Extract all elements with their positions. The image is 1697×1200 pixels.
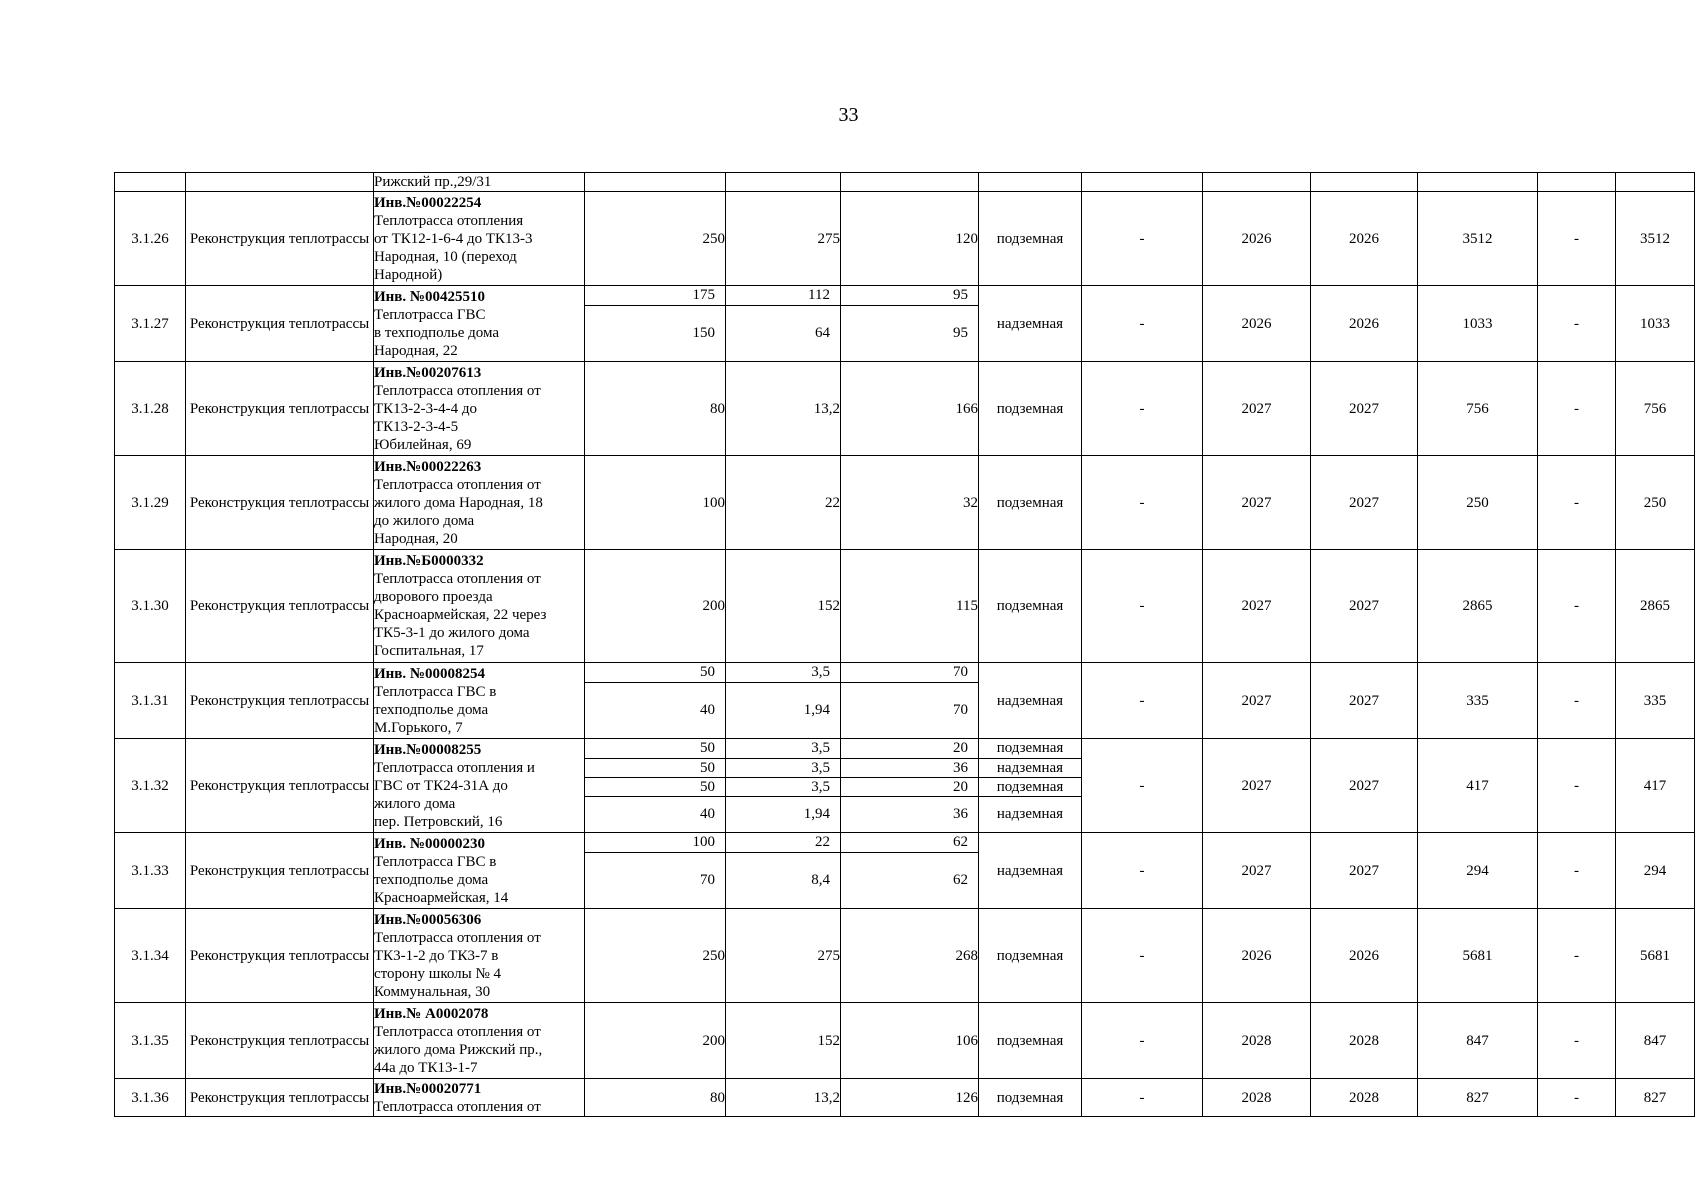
description-line: жилого дома — [374, 795, 456, 812]
object-description — [374, 286, 585, 362]
value-e-subtable — [726, 833, 840, 908]
value-e-cell — [726, 739, 841, 833]
table-row — [115, 1079, 1695, 1117]
end-year: 2026 — [1311, 909, 1418, 1003]
work-type: Реконструкция теплотрассы — [186, 663, 374, 739]
length: 106 — [841, 1003, 979, 1079]
item-number: 3.1.31 — [115, 663, 186, 739]
description-line: Красноармейская, 14 — [374, 889, 509, 906]
length-cell — [841, 739, 979, 833]
length: 115 — [841, 550, 979, 663]
description-line: Теплотрасса отопления от — [374, 571, 541, 587]
value-e: 13,2 — [726, 1079, 841, 1117]
column-g: - — [1082, 833, 1203, 909]
empty-cell — [726, 173, 841, 192]
column-k: - — [1538, 1003, 1616, 1079]
cost-total: 847 — [1418, 1003, 1538, 1079]
object-description — [374, 1079, 585, 1117]
description-line: ГВС от ТК24-31А до — [374, 777, 508, 794]
length-value: 62 — [841, 833, 978, 852]
value-e-subtable — [726, 739, 840, 832]
cost-total: 2865 — [1418, 550, 1538, 663]
empty-cell — [115, 173, 186, 192]
start-year: 2026 — [1203, 192, 1311, 286]
value-e-value: 64 — [815, 325, 830, 342]
length: 126 — [841, 1079, 979, 1117]
value-e: 152 — [726, 1003, 841, 1079]
column-g: - — [1082, 362, 1203, 456]
end-year: 2026 — [1311, 192, 1418, 286]
length: 120 — [841, 192, 979, 286]
description-line: Юбилейная, 69 — [374, 436, 472, 453]
diameter-cell — [585, 663, 726, 739]
description-line: Госпитальная, 17 — [374, 643, 484, 659]
column-g: - — [1082, 456, 1203, 550]
length-subtable — [841, 739, 978, 832]
item-number: 3.1.33 — [115, 833, 186, 909]
description-line: Теплотрасса отопления от — [374, 382, 541, 399]
start-year: 2027 — [1203, 739, 1311, 833]
empty-cell — [585, 173, 726, 192]
description-line: Теплотрасса ГВС в — [374, 683, 497, 700]
laying-type-value: надземная — [979, 758, 1081, 777]
cost-sum: 335 — [1616, 663, 1695, 739]
value-e-cell — [726, 663, 841, 739]
column-g: - — [1082, 739, 1203, 833]
diameter-value: 40 — [700, 702, 715, 719]
work-type: Реконструкция теплотрассы — [186, 362, 374, 456]
cost-total: 417 — [1418, 739, 1538, 833]
end-year: 2028 — [1311, 1003, 1418, 1079]
description-line: Народная, 20 — [374, 530, 458, 547]
column-k: - — [1538, 286, 1616, 362]
cost-total: 756 — [1418, 362, 1538, 456]
description-line: Теплотрасса отопления от — [374, 476, 541, 493]
start-year: 2026 — [1203, 909, 1311, 1003]
start-year: 2028 — [1203, 1003, 1311, 1079]
length-value: 95 — [841, 286, 978, 305]
empty-cell — [1203, 173, 1311, 192]
cost-total: 827 — [1418, 1079, 1538, 1117]
cost-sum: 756 — [1616, 362, 1695, 456]
diameter-value: 50 — [585, 663, 725, 682]
value-e: 275 — [726, 909, 841, 1003]
laying-type-value: подземная — [979, 739, 1081, 758]
laying-type-cell — [979, 739, 1082, 833]
column-k: - — [1538, 456, 1616, 550]
description-line: Коммунальная, 30 — [374, 983, 491, 1000]
column-k: - — [1538, 192, 1616, 286]
table-row — [115, 286, 1695, 362]
work-type: Реконструкция теплотрассы — [186, 739, 374, 833]
diameter: 250 — [585, 192, 726, 286]
value-e-cell — [726, 286, 841, 362]
item-number: 3.1.30 — [115, 550, 186, 663]
work-type: Реконструкция теплотрассы — [186, 192, 374, 286]
length-value: 62 — [953, 872, 968, 889]
column-g: - — [1082, 1003, 1203, 1079]
empty-cell — [1418, 173, 1538, 192]
diameter: 200 — [585, 550, 726, 663]
end-year: 2027 — [1311, 663, 1418, 739]
value-e-value: 3,5 — [726, 777, 840, 796]
end-year: 2027 — [1311, 833, 1418, 909]
length-value: 95 — [953, 325, 968, 342]
length-value: 20 — [841, 739, 978, 758]
value-e: 13,2 — [726, 362, 841, 456]
column-g: - — [1082, 663, 1203, 739]
start-year: 2027 — [1203, 550, 1311, 663]
end-year: 2026 — [1311, 286, 1418, 362]
diameter: 80 — [585, 362, 726, 456]
description-line: техподполье дома — [374, 871, 489, 888]
end-year: 2027 — [1311, 362, 1418, 456]
value-e-cell — [726, 833, 841, 909]
description-line: Народная, 10 (переход — [374, 248, 517, 265]
length-cell — [841, 663, 979, 739]
column-g: - — [1082, 192, 1203, 286]
cost-sum: 847 — [1616, 1003, 1695, 1079]
value-e-value: 3,5 — [726, 739, 840, 758]
empty-cell — [1616, 173, 1695, 192]
column-g: - — [1082, 909, 1203, 1003]
cost-sum: 827 — [1616, 1079, 1695, 1117]
description-line: Теплотрасса ГВС в — [374, 853, 497, 870]
diameter-value: 150 — [692, 325, 715, 342]
table-row — [115, 909, 1695, 1003]
heat-network-table — [114, 172, 1695, 1117]
start-year: 2027 — [1203, 663, 1311, 739]
continuation-row — [115, 173, 1695, 192]
continuation-address: Рижский пр.,29/31 — [374, 173, 585, 192]
diameter-value: 70 — [700, 872, 715, 889]
description-line: Теплотрасса отопления от — [374, 1098, 541, 1115]
length: 268 — [841, 909, 979, 1003]
laying-type-value: подземная — [979, 777, 1081, 796]
description-line: ТК13-2-3-4-4 до — [374, 400, 478, 417]
diameter: 200 — [585, 1003, 726, 1079]
description-line: жилого дома Народная, 18 — [374, 494, 543, 511]
column-g: - — [1082, 550, 1203, 663]
item-number: 3.1.26 — [115, 192, 186, 286]
description-line: Теплотрасса ГВС — [374, 306, 486, 323]
inventory-number: Инв. №00000230 — [374, 835, 485, 852]
length-value: 36 — [841, 758, 978, 777]
value-e-value: 22 — [726, 833, 840, 852]
value-e: 275 — [726, 192, 841, 286]
diameter: 100 — [585, 456, 726, 550]
end-year: 2028 — [1311, 1079, 1418, 1117]
length-value: 36 — [953, 806, 968, 823]
description-line: ТК5-3-1 до жилого дома — [374, 625, 530, 641]
laying-type: надземная — [979, 286, 1082, 362]
cost-total: 1033 — [1418, 286, 1538, 362]
description-line: дворового проезда — [374, 589, 493, 605]
object-description — [374, 456, 585, 550]
cost-sum: 294 — [1616, 833, 1695, 909]
description-line: 44а до ТК13-1-7 — [374, 1059, 478, 1076]
empty-cell — [1082, 173, 1203, 192]
description-line: пер. Петровский, 16 — [374, 813, 503, 830]
start-year: 2027 — [1203, 362, 1311, 456]
table-row — [115, 456, 1695, 550]
inventory-number: Инв.№00020771 — [374, 1080, 482, 1097]
work-type: Реконструкция теплотрассы — [186, 456, 374, 550]
diameter-subtable — [585, 833, 725, 908]
item-number: 3.1.32 — [115, 739, 186, 833]
inventory-number: Инв. №00008254 — [374, 665, 485, 682]
cost-total: 5681 — [1418, 909, 1538, 1003]
description-line: Теплотрасса отопления и — [374, 759, 535, 776]
empty-cell — [979, 173, 1082, 192]
table-row — [115, 550, 1695, 663]
column-g: - — [1082, 1079, 1203, 1117]
diameter: 250 — [585, 909, 726, 1003]
description-line: Красноармейская, 22 через — [374, 607, 547, 623]
table-row — [115, 362, 1695, 456]
object-description — [374, 909, 585, 1003]
inventory-number: Инв.№00056306 — [374, 911, 482, 928]
length-subtable — [841, 663, 978, 738]
diameter-value: 40 — [700, 806, 715, 823]
item-number: 3.1.36 — [115, 1079, 186, 1117]
start-year: 2026 — [1203, 286, 1311, 362]
cost-total: 335 — [1418, 663, 1538, 739]
laying-type: надземная — [979, 833, 1082, 909]
description-line: сторону школы № 4 — [374, 965, 502, 982]
laying-type: подземная — [979, 192, 1082, 286]
description-line: в техподполье дома — [374, 324, 500, 341]
table-row — [115, 192, 1695, 286]
inventory-number: Инв.№ А0002078 — [374, 1005, 489, 1022]
laying-type: подземная — [979, 456, 1082, 550]
description-line: Народная, 22 — [374, 342, 458, 359]
description-line: ТК13-2-3-4-5 — [374, 418, 459, 435]
length-value: 70 — [841, 663, 978, 682]
value-e: 22 — [726, 456, 841, 550]
description-line: до жилого дома — [374, 512, 475, 529]
object-description — [374, 663, 585, 739]
object-description — [374, 192, 585, 286]
diameter-cell — [585, 833, 726, 909]
start-year: 2027 — [1203, 833, 1311, 909]
work-type: Реконструкция теплотрассы — [186, 550, 374, 663]
diameter-value: 175 — [585, 286, 725, 305]
description-line: жилого дома Рижский пр., — [374, 1041, 543, 1058]
cost-sum: 5681 — [1616, 909, 1695, 1003]
table-row — [115, 739, 1695, 833]
column-k: - — [1538, 909, 1616, 1003]
laying-type-value: надземная — [996, 806, 1064, 823]
column-k: - — [1538, 550, 1616, 663]
cost-total: 294 — [1418, 833, 1538, 909]
value-e-value: 3,5 — [726, 663, 840, 682]
inventory-number: Инв.№00008255 — [374, 741, 482, 758]
value-e-subtable — [726, 286, 840, 361]
cost-sum: 3512 — [1616, 192, 1695, 286]
laying-type-subtable — [979, 739, 1081, 832]
length-value: 70 — [953, 702, 968, 719]
description-line: Теплотрасса отопления — [374, 212, 524, 229]
inventory-number: Инв.№Б0000332 — [374, 553, 484, 569]
description-line: Теплотрасса отопления от — [374, 929, 541, 946]
diameter-subtable — [585, 739, 725, 832]
length: 166 — [841, 362, 979, 456]
diameter-value: 50 — [585, 758, 725, 777]
value-e-value: 1,94 — [803, 806, 830, 823]
laying-type: подземная — [979, 1079, 1082, 1117]
length-value: 20 — [841, 777, 978, 796]
table-row — [115, 1003, 1695, 1079]
length-cell — [841, 286, 979, 362]
length: 32 — [841, 456, 979, 550]
table-row — [115, 833, 1695, 909]
laying-type: подземная — [979, 362, 1082, 456]
description-line: ТК3-1-2 до ТК3-7 в — [374, 947, 499, 964]
item-number: 3.1.29 — [115, 456, 186, 550]
empty-cell — [841, 173, 979, 192]
object-description — [374, 550, 585, 663]
diameter: 80 — [585, 1079, 726, 1117]
value-e: 152 — [726, 550, 841, 663]
cost-sum: 250 — [1616, 456, 1695, 550]
object-description — [374, 739, 585, 833]
item-number: 3.1.35 — [115, 1003, 186, 1079]
work-type: Реконструкция теплотрассы — [186, 1003, 374, 1079]
page-number: 33 — [838, 104, 859, 126]
inventory-number: Инв.№00022254 — [374, 194, 482, 211]
table-row — [115, 663, 1695, 739]
cost-total: 3512 — [1418, 192, 1538, 286]
column-k: - — [1538, 739, 1616, 833]
end-year: 2027 — [1311, 739, 1418, 833]
empty-cell — [1538, 173, 1616, 192]
diameter-cell — [585, 286, 726, 362]
value-e-subtable — [726, 663, 840, 738]
length-cell — [841, 833, 979, 909]
cost-sum: 2865 — [1616, 550, 1695, 663]
column-k: - — [1538, 362, 1616, 456]
inventory-number: Инв.№00022263 — [374, 458, 482, 475]
cost-total: 250 — [1418, 456, 1538, 550]
description-line: Теплотрасса отопления от — [374, 1023, 541, 1040]
diameter-value: 100 — [585, 833, 725, 852]
empty-cell — [186, 173, 374, 192]
work-type: Реконструкция теплотрассы — [186, 909, 374, 1003]
start-year: 2027 — [1203, 456, 1311, 550]
value-e-value: 8,4 — [811, 872, 830, 889]
item-number: 3.1.34 — [115, 909, 186, 1003]
work-type: Реконструкция теплотрассы — [186, 286, 374, 362]
value-e-value: 3,5 — [726, 758, 840, 777]
object-description — [374, 833, 585, 909]
cost-sum: 417 — [1616, 739, 1695, 833]
inventory-number: Инв. №00425510 — [374, 288, 485, 305]
description-line: техподполье дома — [374, 701, 489, 718]
object-description — [374, 1003, 585, 1079]
object-description — [374, 362, 585, 456]
description-line: М.Горького, 7 — [374, 719, 463, 736]
item-number: 3.1.28 — [115, 362, 186, 456]
description-line: Народной) — [374, 266, 443, 283]
laying-type: подземная — [979, 550, 1082, 663]
length-subtable — [841, 833, 978, 908]
end-year: 2027 — [1311, 456, 1418, 550]
length-subtable — [841, 286, 978, 361]
work-type: Реконструкция теплотрассы — [186, 833, 374, 909]
end-year: 2027 — [1311, 550, 1418, 663]
item-number: 3.1.27 — [115, 286, 186, 362]
column-k: - — [1538, 1079, 1616, 1117]
work-type: Реконструкция теплотрассы — [186, 1079, 374, 1117]
value-e-value: 112 — [726, 286, 840, 305]
diameter-cell — [585, 739, 726, 833]
diameter-subtable — [585, 286, 725, 361]
laying-type: надземная — [979, 663, 1082, 739]
value-e-value: 1,94 — [803, 702, 830, 719]
laying-type: подземная — [979, 1003, 1082, 1079]
empty-cell — [1311, 173, 1418, 192]
column-k: - — [1538, 663, 1616, 739]
cost-sum: 1033 — [1616, 286, 1695, 362]
laying-type: подземная — [979, 909, 1082, 1003]
column-g: - — [1082, 286, 1203, 362]
diameter-value: 50 — [585, 777, 725, 796]
start-year: 2028 — [1203, 1079, 1311, 1117]
diameter-value: 50 — [585, 739, 725, 758]
diameter-subtable — [585, 663, 725, 738]
description-line: от ТК12-1-6-4 до ТК13-3 — [374, 230, 533, 247]
column-k: - — [1538, 833, 1616, 909]
inventory-number: Инв.№00207613 — [374, 364, 482, 381]
